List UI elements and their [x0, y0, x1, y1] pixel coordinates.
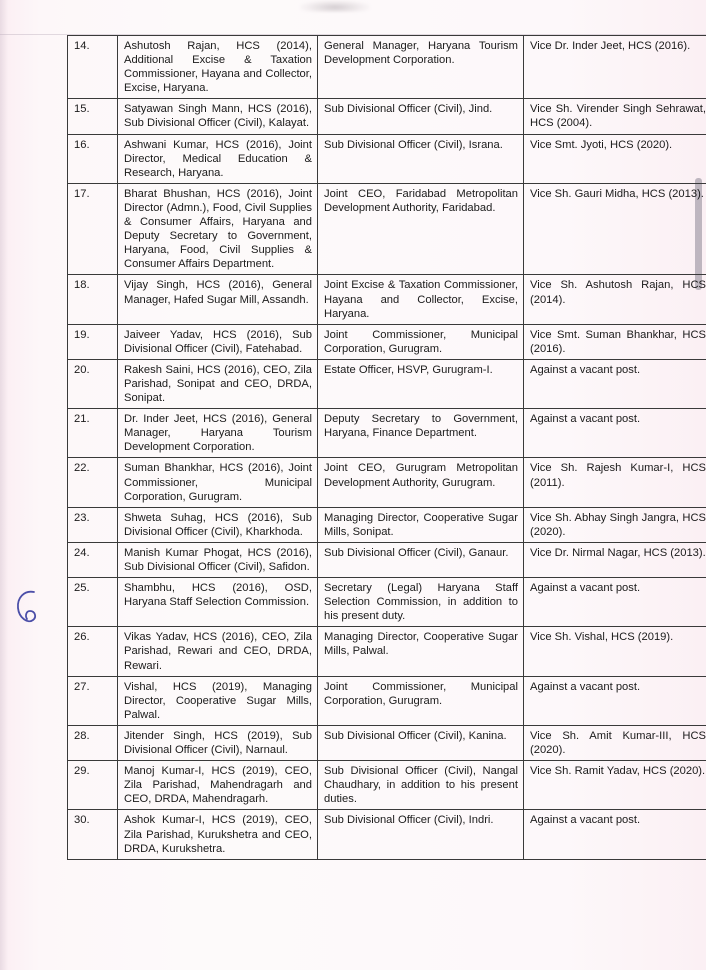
- cell-officer: Shambhu, HCS (2016), OSD, Haryana Staff Selection Commission.: [118, 578, 318, 627]
- cell-remarks: Vice Sh. Rajesh Kumar-I, HCS (2011).: [524, 458, 706, 507]
- table-row: [68, 676, 706, 725]
- table-row: [68, 507, 706, 542]
- cell-officer: Shweta Suhag, HCS (2016), Sub Divisional Officer (Civil), Kharkhoda.: [118, 507, 318, 542]
- cell-officer: Manish Kumar Phogat, HCS (2016), Sub Divisional Officer (Civil), Safidon.: [118, 542, 318, 577]
- cell-remarks: Vice Sh. Ashutosh Rajan, HCS (2014).: [524, 275, 706, 324]
- cell-officer: Ashutosh Rajan, HCS (2014), Additional Excise & Taxation Commissioner, Hayana and Collector, Excise, Haryana.: [118, 36, 318, 99]
- cell-posting: Sub Divisional Officer (Civil), Nangal Chaudhary, in addition to his present duties.: [318, 761, 524, 810]
- cell-officer: Rakesh Saini, HCS (2016), CEO, Zila Parishad, Sonipat and CEO, DRDA, Sonipat.: [118, 359, 318, 408]
- cell-officer: Suman Bhankhar, HCS (2016), Joint Commissioner, Municipal Corporation, Gurugram.: [118, 458, 318, 507]
- table-row: [68, 458, 706, 507]
- cell-sr-no: 26.: [68, 627, 118, 676]
- cell-sr-no: 27.: [68, 676, 118, 725]
- table-row: [68, 409, 706, 458]
- cell-remarks: Vice Sh. Vishal, HCS (2019).: [524, 627, 706, 676]
- cell-officer: Satyawan Singh Mann, HCS (2016), Sub Divisional Officer (Civil), Kalayat.: [118, 99, 318, 134]
- cell-officer: Bharat Bhushan, HCS (2016), Joint Director (Admn.), Food, Civil Supplies & Consumer Affairs, Haryana and Deputy Secretary to Government, Haryana, Food, Civil Supplies & Consumer Affairs Department.: [118, 183, 318, 275]
- cell-sr-no: 19.: [68, 324, 118, 359]
- page-left-edge-shadow: [0, 0, 8, 970]
- cell-sr-no: 23.: [68, 507, 118, 542]
- cell-officer: Ashok Kumar-I, HCS (2019), CEO, Zila Parishad, Kurukshetra and CEO, DRDA, Kurukshetra.: [118, 810, 318, 859]
- cell-posting: Managing Director, Cooperative Sugar Mills, Sonipat.: [318, 507, 524, 542]
- cell-officer: Dr. Inder Jeet, HCS (2016), General Manager, Haryana Tourism Development Corporation.: [118, 409, 318, 458]
- cell-officer: Jaiveer Yadav, HCS (2016), Sub Divisional Officer (Civil), Fatehabad.: [118, 324, 318, 359]
- cell-sr-no: 24.: [68, 542, 118, 577]
- cell-sr-no: 28.: [68, 725, 118, 760]
- cell-sr-no: 15.: [68, 99, 118, 134]
- cell-remarks: Vice Sh. Gauri Midha, HCS (2013).: [524, 183, 706, 275]
- cell-posting: Joint CEO, Faridabad Metropolitan Development Authority, Faridabad.: [318, 183, 524, 275]
- cell-posting: Sub Divisional Officer (Civil), Indri.: [318, 810, 524, 859]
- cell-remarks: Vice Dr. Nirmal Nagar, HCS (2013).: [524, 542, 706, 577]
- cell-sr-no: 17.: [68, 183, 118, 275]
- cell-officer: Vijay Singh, HCS (2016), General Manager, Hafed Sugar Mill, Assandh.: [118, 275, 318, 324]
- cell-officer: Vikas Yadav, HCS (2016), CEO, Zila Parishad, Rewari and CEO, DRDA, Rewari.: [118, 627, 318, 676]
- cell-posting: General Manager, Haryana Tourism Development Corporation.: [318, 36, 524, 99]
- table-row: [68, 275, 706, 324]
- table-row: [68, 761, 706, 810]
- table-row: [68, 725, 706, 760]
- cell-sr-no: 30.: [68, 810, 118, 859]
- table-row: [68, 134, 706, 183]
- cell-sr-no: 29.: [68, 761, 118, 810]
- cell-posting: Estate Officer, HSVP, Gurugram-I.: [318, 359, 524, 408]
- transfer-order-table: [67, 35, 706, 860]
- cell-remarks: Against a vacant post.: [524, 578, 706, 627]
- cell-posting: Sub Divisional Officer (Civil), Israna.: [318, 134, 524, 183]
- handwritten-initial-mark: [14, 586, 44, 628]
- cell-posting: Managing Director, Cooperative Sugar Mills, Palwal.: [318, 627, 524, 676]
- cell-remarks: Vice Sh. Virender Singh Sehrawat, HCS (2004).: [524, 99, 706, 134]
- cell-sr-no: 25.: [68, 578, 118, 627]
- cell-remarks: Vice Smt. Jyoti, HCS (2020).: [524, 134, 706, 183]
- table-row: [68, 183, 706, 275]
- table-row: [68, 36, 706, 99]
- cell-posting: Secretary (Legal) Haryana Staff Selection Commission, in addition to his present duty.: [318, 578, 524, 627]
- cell-sr-no: 14.: [68, 36, 118, 99]
- cell-posting: Joint Commissioner, Municipal Corporation, Gurugram.: [318, 324, 524, 359]
- table-row: [68, 627, 706, 676]
- cell-sr-no: 22.: [68, 458, 118, 507]
- table-row: [68, 542, 706, 577]
- cell-posting: Sub Divisional Officer (Civil), Jind.: [318, 99, 524, 134]
- cell-posting: Joint Excise & Taxation Commissioner, Hayana and Collector, Excise, Haryana.: [318, 275, 524, 324]
- cell-remarks: Against a vacant post.: [524, 810, 706, 859]
- cell-posting: Joint CEO, Gurugram Metropolitan Development Authority, Gurugram.: [318, 458, 524, 507]
- cell-sr-no: 21.: [68, 409, 118, 458]
- table-row: [68, 324, 706, 359]
- cell-remarks: Vice Sh. Amit Kumar-III, HCS (2020).: [524, 725, 706, 760]
- cell-posting: Joint Commissioner, Municipal Corporation, Gurugram.: [318, 676, 524, 725]
- cell-remarks: Vice Dr. Inder Jeet, HCS (2016).: [524, 36, 706, 99]
- table-row: [68, 578, 706, 627]
- cell-remarks: Vice Smt. Suman Bhankhar, HCS (2016).: [524, 324, 706, 359]
- cell-sr-no: 18.: [68, 275, 118, 324]
- cell-sr-no: 16.: [68, 134, 118, 183]
- cell-posting: Sub Divisional Officer (Civil), Kanina.: [318, 725, 524, 760]
- cell-remarks: Vice Sh. Ramit Yadav, HCS (2020).: [524, 761, 706, 810]
- cell-remarks: Against a vacant post.: [524, 676, 706, 725]
- cell-officer: Manoj Kumar-I, HCS (2019), CEO, Zila Parishad, Mahendragarh and CEO, DRDA, Mahendragarh.: [118, 761, 318, 810]
- cell-officer: Vishal, HCS (2019), Managing Director, Cooperative Sugar Mills, Palwal.: [118, 676, 318, 725]
- cell-posting: Deputy Secretary to Government, Haryana, Finance Department.: [318, 409, 524, 458]
- table-row: [68, 810, 706, 859]
- cell-posting: Sub Divisional Officer (Civil), Ganaur.: [318, 542, 524, 577]
- cell-sr-no: 20.: [68, 359, 118, 408]
- table-row: [68, 359, 706, 408]
- scan-smudge: [300, 0, 370, 12]
- table-body: [68, 36, 706, 860]
- cell-remarks: Vice Sh. Abhay Singh Jangra, HCS (2020).: [524, 507, 706, 542]
- table-row: [68, 99, 706, 134]
- cell-officer: Jitender Singh, HCS (2019), Sub Divisional Officer (Civil), Narnaul.: [118, 725, 318, 760]
- cell-officer: Ashwani Kumar, HCS (2016), Joint Director, Medical Education & Research, Haryana.: [118, 134, 318, 183]
- cell-remarks: Against a vacant post.: [524, 409, 706, 458]
- cell-remarks: Against a vacant post.: [524, 359, 706, 408]
